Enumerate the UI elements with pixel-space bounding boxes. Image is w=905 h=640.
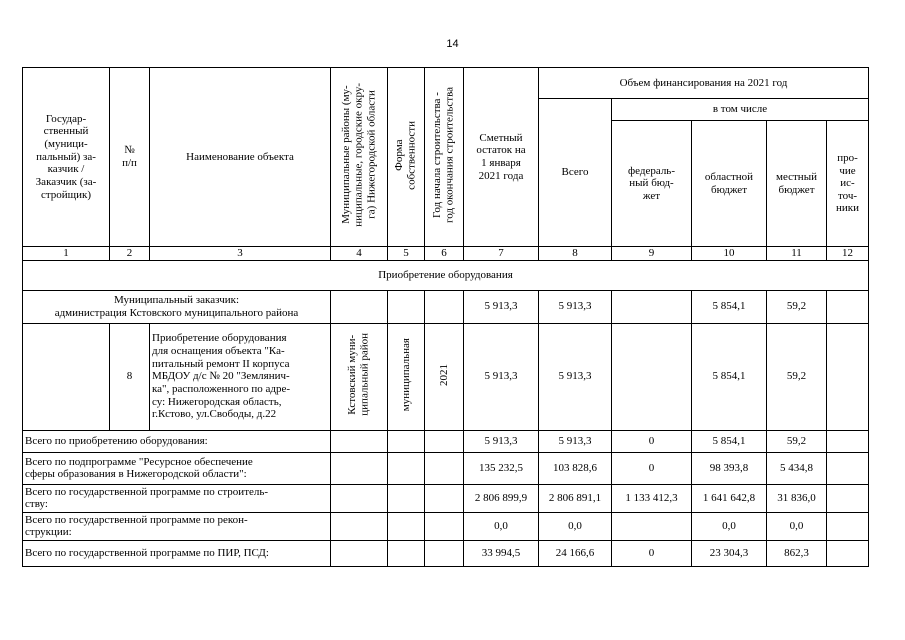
object-customer-cell [23, 323, 110, 430]
cell-other [827, 452, 869, 484]
object-year: 2021 [437, 363, 450, 386]
column-number: 3 [150, 247, 331, 261]
column-number: 5 [388, 247, 425, 261]
cell-estimate: 2 806 899,9 [464, 484, 539, 512]
header-regional: областной бюджет [692, 121, 767, 247]
column-number: 2 [110, 247, 150, 261]
cell-other [827, 290, 869, 323]
header-estimate-balance: Сметный остаток на 1 января 2021 года [464, 68, 539, 247]
cell-local: 59,2 [767, 430, 827, 452]
cell-regional: 5 854,1 [692, 430, 767, 452]
column-number: 12 [827, 247, 869, 261]
customer-label: Муниципальный заказчик: администрация Кстовского муниципального района [23, 290, 331, 323]
cell-regional: 5 854,1 [692, 290, 767, 323]
total-row [23, 512, 869, 540]
cell-estimate: 5 913,3 [464, 430, 539, 452]
cell-federal: 0 [612, 430, 692, 452]
object-row [23, 323, 869, 430]
cell-total: 103 828,6 [539, 452, 612, 484]
customer-row [23, 290, 869, 323]
cell-total: 5 913,3 [539, 430, 612, 452]
customer-year-cell [425, 290, 464, 323]
cell-regional: 98 393,8 [692, 452, 767, 484]
cell-total: 24 166,6 [539, 540, 612, 566]
cell-total: 5 913,3 [539, 290, 612, 323]
cell-other [827, 430, 869, 452]
cell-other [827, 540, 869, 566]
cell-estimate: 135 232,5 [464, 452, 539, 484]
cell-regional: 1 641 642,8 [692, 484, 767, 512]
header-object-name: Наименование объекта [150, 68, 331, 247]
cell-estimate: 5 913,3 [464, 290, 539, 323]
cell-federal: 1 133 412,3 [612, 484, 692, 512]
column-number: 4 [331, 247, 388, 261]
header-customer: Государ- ственный (муници- пальный) за- казчик / Заказчик (за- стройщик) [23, 68, 110, 247]
total-label: Всего по государственной программе по ПИР, ПСД: [23, 540, 331, 566]
header-years: Год начала строительства - год окончания строительства [431, 87, 456, 224]
header-municipality: Муниципальные районы (му- ниципальные, городские окру- га) Нижегородской области [340, 83, 378, 228]
header-financing-title: Объем финансирования на 2021 год [539, 68, 869, 99]
cell-total: 0,0 [539, 512, 612, 540]
header-total: Всего [539, 99, 612, 247]
object-ownership: муниципальная [399, 338, 412, 412]
cell-local: 5 434,8 [767, 452, 827, 484]
header-num: № п/п [110, 68, 150, 247]
section-title: Приобретение оборудования [23, 260, 869, 290]
object-municipality: Кстовский муни- ципальный район [346, 333, 371, 417]
cell-local: 0,0 [767, 512, 827, 540]
cell-regional: 23 304,3 [692, 540, 767, 566]
cell-regional: 0,0 [692, 512, 767, 540]
column-number: 6 [425, 247, 464, 261]
total-row [23, 484, 869, 512]
total-row [23, 430, 869, 452]
total-label: Всего по государственной программе по рекон- струкции: [23, 512, 331, 540]
cell-federal [612, 290, 692, 323]
column-number: 1 [23, 247, 110, 261]
column-number: 7 [464, 247, 539, 261]
cell-local: 59,2 [767, 290, 827, 323]
cell-total: 5 913,3 [539, 323, 612, 430]
total-label: Всего по государственной программе по строитель- ству: [23, 484, 331, 512]
cell-local: 862,3 [767, 540, 827, 566]
object-num: 8 [110, 323, 150, 430]
cell-federal: 0 [612, 540, 692, 566]
total-label: Всего по приобретению оборудования: [23, 430, 331, 452]
cell-estimate: 33 994,5 [464, 540, 539, 566]
cell-federal [612, 512, 692, 540]
column-number: 11 [767, 247, 827, 261]
column-number: 10 [692, 247, 767, 261]
column-number: 8 [539, 247, 612, 261]
customer-ownership-cell [388, 290, 425, 323]
cell-local: 31 836,0 [767, 484, 827, 512]
header-including: в том числе [612, 99, 869, 121]
header-ownership: Форма собственности [393, 120, 418, 190]
cell-estimate: 5 913,3 [464, 323, 539, 430]
cell-estimate: 0,0 [464, 512, 539, 540]
page-number: 14 [446, 38, 459, 50]
cell-federal: 0 [612, 452, 692, 484]
financing-table [22, 67, 869, 567]
header-local: местный бюджет [767, 121, 827, 247]
header-other: про- чие ис- точ- ники [827, 121, 869, 247]
column-numbers-row [23, 247, 869, 261]
cell-other [827, 484, 869, 512]
cell-local: 59,2 [767, 323, 827, 430]
cell-other [827, 323, 869, 430]
customer-municipality-cell [331, 290, 388, 323]
cell-total: 2 806 891,1 [539, 484, 612, 512]
cell-other [827, 512, 869, 540]
total-row [23, 452, 869, 484]
cell-regional: 5 854,1 [692, 323, 767, 430]
header-federal: федераль- ный бюд- жет [612, 121, 692, 247]
total-row [23, 540, 869, 566]
object-name: Приобретение оборудования для оснащения объекта "Ка- питальный ремонт II корпуса МБДОУ д/с № 20 "Землянич- ка", расположенного по адре- су: Нижегородская область, г.Кстово, ул.Свободы, д.22 [150, 323, 331, 430]
total-label: Всего по подпрограмме "Ресурсное обеспечение сферы образования в Нижегородской области": [23, 452, 331, 484]
column-number: 9 [612, 247, 692, 261]
cell-federal [612, 323, 692, 430]
